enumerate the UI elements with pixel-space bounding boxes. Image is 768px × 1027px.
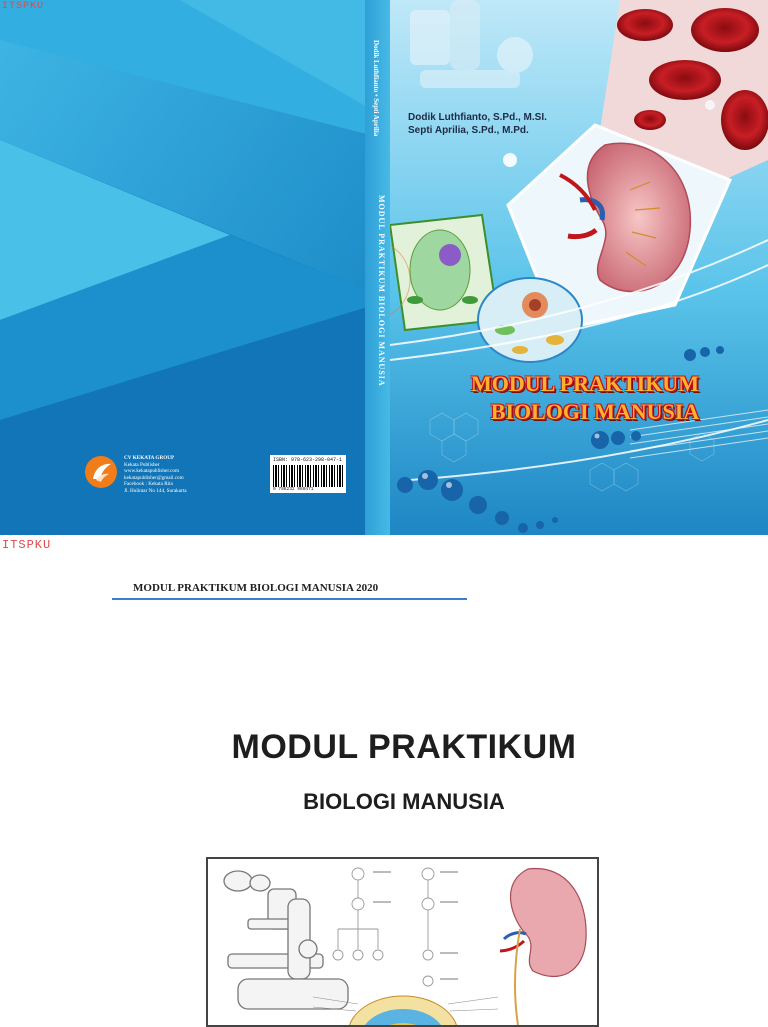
isbn-text: ISBN: 978-623-298-047-1: [273, 457, 343, 463]
page-header: MODUL PRAKTIKUM BIOLOGI MANUSIA 2020: [133, 582, 379, 594]
document-subtitle: BIOLOGI MANUSIA: [303, 789, 505, 814]
cover-title-line2: BIOLOGI MANUSIA: [490, 399, 700, 424]
publisher-info: [124, 455, 187, 495]
cover-title-line1: MODUL PRAKTIKUM: [471, 371, 699, 396]
figure-illustrations: [208, 859, 597, 1025]
publisher-line: kekatapublisher@gmail.com: [124, 474, 184, 481]
publisher-line: Jl. Hulintar No 144, Surakarta: [124, 487, 187, 494]
publisher-line: Facebook : Kekata Rita: [124, 481, 173, 488]
spine-title: MODUL PRAKTIKUM BIOLOGI MANUSIA: [377, 195, 386, 387]
author-2: Septi Aprilia, S.Pd., M.Pd.: [408, 125, 529, 136]
header-rule: [112, 598, 467, 600]
spine-authors: Dodik Luthfianto • Septi Aprilia: [372, 40, 380, 137]
barcode-bars: [273, 465, 343, 487]
author-1: Dodik Luthfianto, S.Pd., M.SI.: [408, 112, 547, 123]
publisher-block: [84, 455, 187, 495]
isbn-barcode: [270, 455, 346, 493]
publisher-line: www.kekatapublisher.com: [124, 468, 179, 475]
document-title: MODUL PRAKTIKUM: [231, 728, 577, 766]
cover-figure: [206, 857, 599, 1027]
publisher-line: Kekata Publisher: [124, 461, 160, 468]
cover-title: [420, 370, 750, 426]
cover-authors: [408, 111, 547, 137]
kidney-icon: [500, 869, 586, 1025]
publisher-name: CV KEKATA GROUP: [124, 455, 175, 461]
watermark-top: ITSPKU: [2, 1, 45, 12]
cell-division-diagram: [333, 868, 434, 986]
watermark-page: ITSPKU: [2, 538, 52, 552]
front-cover-artwork: [390, 0, 768, 535]
microscope-icon: [224, 871, 348, 1009]
barcode-digits: 9 786232 980471: [273, 487, 314, 492]
publisher-logo-icon: [84, 455, 118, 489]
